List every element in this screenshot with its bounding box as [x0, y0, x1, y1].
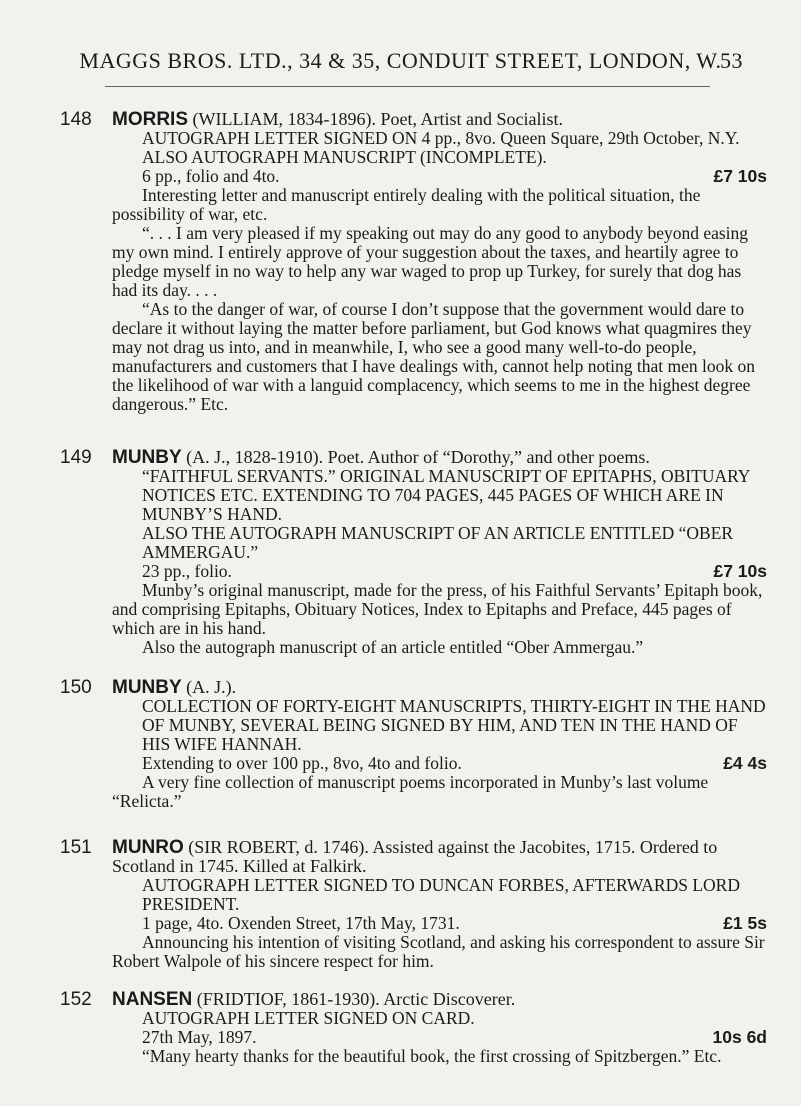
entry-heading-rest: (A. J., 1828-1910). Poet. Author of “Dorothy,” and other poems.: [181, 447, 650, 467]
entry-number: 152: [60, 989, 92, 1010]
entry-title: “FAITHFUL SERVANTS.” ORIGINAL MANUSCRIPT OF EPITAPHS, OBITUARY NOTICES ETC. EXTENDING TO 704 PAGES, 445 PAGES OF WHICH ARE IN MUNBY’S HAND.: [142, 466, 750, 524]
entry-quote: “. . . I am very pleased if my speaking out may do any good to anybody beyond easing my own mind. I entirely approve of your suggestion about the taxes, and heartily agree to pledge myself in no way to help any war waged to prop up Turkey, for surely that dog has had its day. . . .: [112, 223, 749, 300]
entry-heading-rest: (A. J.).: [181, 677, 237, 697]
header-rule: [105, 86, 710, 87]
entry-number: 149: [60, 447, 92, 468]
entry-format: 1 page, 4to. Oxenden Street, 17th May, 1731.: [142, 913, 460, 933]
entry-title: AUTOGRAPH LETTER SIGNED TO DUNCAN FORBES, AFTERWARDS LORD PRESIDENT.: [142, 875, 740, 914]
entry-description: [112, 754, 767, 773]
entry-body: “Many hearty thanks for the beautiful book, the first crossing of Spitzbergen.” Etc.: [142, 1046, 722, 1066]
catalogue-entry: [60, 109, 767, 414]
entry-heading: [112, 110, 767, 129]
entry-body: Announcing his intention of visiting Scotland, and asking his correspondent to assure Sir Robert Walpole of his sincere respect for him.: [112, 932, 765, 971]
entry-number: 151: [60, 837, 92, 858]
entry-body: Interesting letter and manuscript entirely dealing with the political situation, the possibility of war, etc.: [112, 185, 701, 224]
entry-price: £7 10s: [713, 561, 767, 581]
entry-number: 148: [60, 109, 92, 130]
page-header: [0, 48, 801, 74]
entry-name: NANSEN: [112, 989, 193, 1010]
entry-description: [112, 1028, 767, 1047]
entry-quote: “As to the danger of war, of course I don’t suppose that the government would dare to declare it without laying the matter before parliament, but God knows what quagmires they may not drag us into, and in meanwhile, I, who see a good many well-to-do people, manufacturers and customers that I have dealings with, cannot help noting that men look on the likelihood of war with a languid complacency, which seems to me in the highest degree dangerous.” Etc.: [112, 299, 755, 414]
catalogue-entry: [60, 447, 767, 657]
entry-name: MUNBY: [112, 677, 182, 698]
entry-heading-rest: (WILLIAM, 1834-1896). Poet, Artist and Socialist.: [188, 109, 563, 129]
entry-price: £7 10s: [713, 166, 767, 186]
entry-format: 6 pp., folio and 4to.: [142, 166, 280, 186]
entry-format: 27th May, 1897.: [142, 1027, 257, 1047]
entry-name: MORRIS: [112, 109, 188, 130]
header-title: MAGGS BROS. LTD., 34 & 35, CONDUIT STREET, LONDON, W.: [79, 48, 722, 73]
entry-heading: [112, 448, 767, 467]
entry-body-2: Also the autograph manuscript of an article entitled “Ober Ammergau.”: [142, 637, 644, 657]
entry-title-2: ALSO AUTOGRAPH MANUSCRIPT (INCOMPLETE).: [142, 147, 547, 167]
entry-format: Extending to over 100 pp., 8vo, 4to and folio.: [142, 753, 462, 773]
entry-price: £4 4s: [723, 753, 767, 773]
entry-body: A very fine collection of manuscript poems incorporated in Munby’s last volume “Relicta.”: [112, 772, 709, 811]
entry-heading-rest: (FRIDTIOF, 1861-1930). Arctic Discoverer.: [192, 989, 516, 1009]
entry-body: Munby’s original manuscript, made for the press, of his Faithful Servants’ Epitaph book, and comprising Epitaphs, Obituary Notices, Index to Epitaphs and Preface, 445 pages of which are in his hand.: [112, 580, 763, 638]
entry-title: COLLECTION OF FORTY-EIGHT MANUSCRIPTS, THIRTY-EIGHT IN THE HAND OF MUNBY, SEVERAL BEING SIGNED BY HIM, AND TEN IN THE HAND OF HIS WIFE HANNAH.: [142, 696, 766, 754]
entry-title: AUTOGRAPH LETTER SIGNED ON CARD.: [142, 1008, 475, 1028]
entry-description: [112, 167, 767, 186]
entry-heading-rest: (SIR ROBERT, d. 1746). Assisted against the Jacobites, 1715. Ordered to Scotland in 1745. Killed at Falkirk.: [112, 837, 718, 876]
entry-price: 10s 6d: [712, 1027, 767, 1047]
entry-number: 150: [60, 677, 92, 698]
entry-heading: [112, 678, 767, 697]
entry-format: 23 pp., folio.: [142, 561, 232, 581]
entry-description: [112, 562, 767, 581]
catalogue-entry: [60, 677, 767, 811]
catalogue-entry: [60, 989, 767, 1066]
entry-heading: [112, 838, 767, 876]
catalogue-entry: [60, 837, 767, 971]
entry-title: AUTOGRAPH LETTER SIGNED ON 4 pp., 8vo. Queen Square, 29th October, N.Y.: [142, 128, 740, 148]
entry-title-2: ALSO THE AUTOGRAPH MANUSCRIPT OF AN ARTICLE ENTITLED “OBER AMMERGAU.”: [142, 523, 734, 562]
entry-price: £1 5s: [723, 913, 767, 933]
entry-name: MUNBY: [112, 447, 182, 468]
entry-name: MUNRO: [112, 837, 184, 858]
entry-description: [112, 914, 767, 933]
entry-heading: [112, 990, 767, 1009]
page-number: 53: [720, 48, 743, 73]
